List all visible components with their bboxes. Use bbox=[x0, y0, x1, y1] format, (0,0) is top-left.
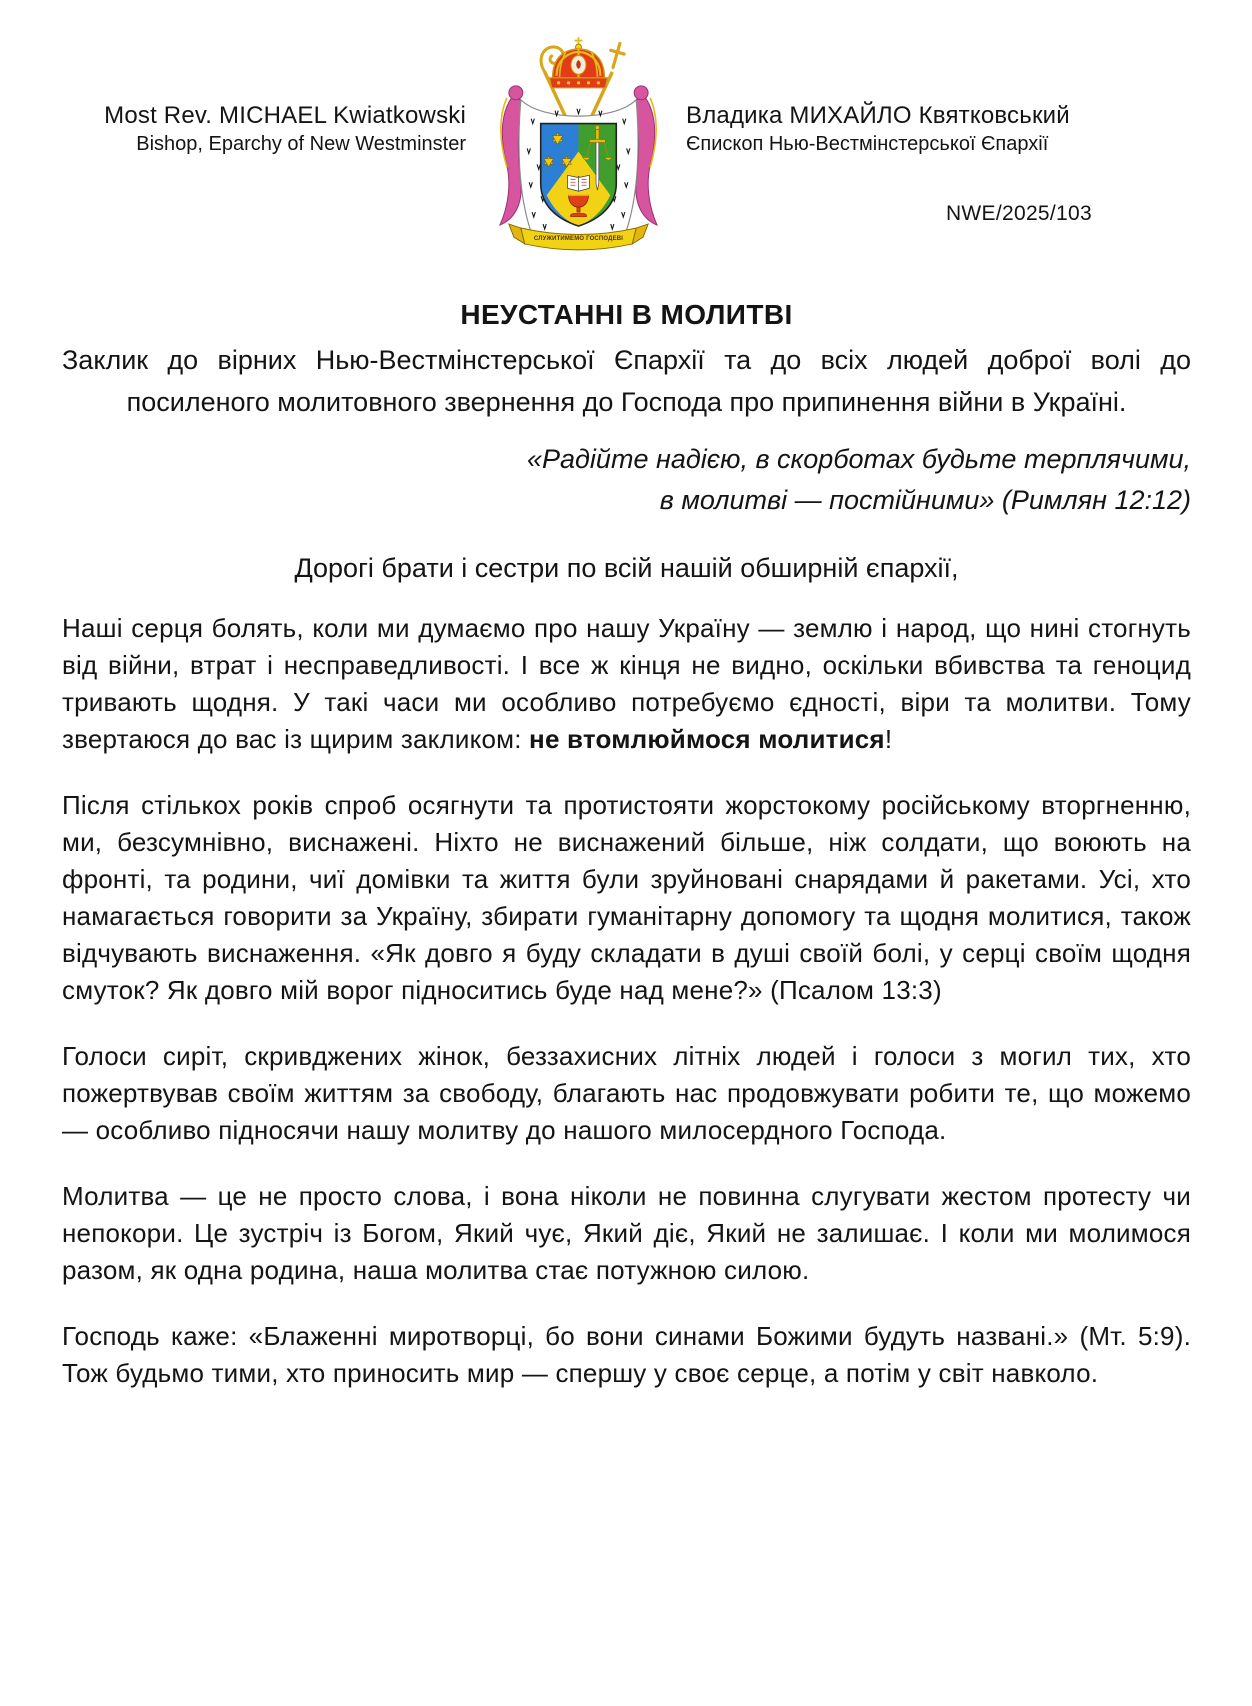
letterhead-right bbox=[686, 100, 1166, 157]
paragraph-5: Господь каже: «Блаженні миротворці, бо вони синами Божими будуть названі.» (Мт. 5:9). Тож будьмо тими, хто приносить мир — спершу у своє серце, а потім у світ навколо. bbox=[62, 1321, 1191, 1388]
shield bbox=[541, 124, 617, 226]
bishop-title-en: Bishop, Eparchy of New Westminster bbox=[136, 133, 466, 156]
motto-text: СЛУЖИТИМЕМО ГОСПОДЕВІ bbox=[533, 235, 624, 242]
paragraph-3: Голоси сиріт, скривджених жінок, беззахисних літніх людей і голоси з могил тих, хто пожертвував своїм життям за свободу, благають нас продовжувати робити те, що можемо — особливо підносячи нашу молитву до нашого милосердного Господа. bbox=[62, 1041, 1191, 1145]
document-title: НЕУСТАННІ В МОЛИТВІ bbox=[460, 299, 793, 330]
book-icon bbox=[568, 175, 590, 191]
coat-of-arms bbox=[487, 34, 671, 252]
paragraph-1 bbox=[62, 610, 1191, 758]
letterhead-left bbox=[0, 100, 466, 157]
paragraph-4: Молитва — це не просто слова, і вона ніколи не повинна слугувати жестом протесту чи непокори. Це зустріч із Богом, Який чує, Який діє, Який не залишає. І коли ми молимося разом, як одна родина, наша молитва стає потужною силою. bbox=[62, 1181, 1191, 1285]
coat-of-arms-graphic bbox=[487, 34, 671, 252]
salutation: Дорогі брати і сестри по всій нашій обширній єпархії, bbox=[294, 553, 959, 583]
reference-number: NWE/2025/103 bbox=[945, 202, 1092, 225]
crown-icon bbox=[550, 37, 608, 88]
bishop-name-uk: Владика МИХАЙЛО Квятковський bbox=[686, 102, 1070, 129]
scripture-quote bbox=[62, 439, 1191, 521]
bishop-name-en: Most Rev. MICHAEL Kwiatkowski bbox=[104, 102, 466, 129]
paragraph-1-end: ! bbox=[884, 724, 893, 754]
scripture-quote-line1: «Радійте надією, в скорботах будьте терплячими, bbox=[526, 444, 1191, 474]
bishop-title-uk: Єпископ Нью-Вестмінстерської Єпархії bbox=[686, 133, 1049, 156]
paragraph-1-bold-call: не втомлюймося молитися bbox=[529, 724, 885, 754]
paragraph-2: Після стількох років спроб осягнути та протистояти жорстокому російському вторгненню, ми, безсумнівно, виснажені. Ніхто не виснажений більше, ніж солдати, що воюють на фронті, та родини, чиї домівки та життя були зруйновані снарядами й ракетами. Усі, хто намагається говорити за Україну, збирати гуманітарну допомогу та щодня молитися, також відчувають виснаження. «Як довго я буду складати в душі своїй болі, у серці своїм щодня смуток? Як довго мій ворог підноситись буде над мене?» (Псалом 13:3) bbox=[62, 790, 1191, 1005]
document-subtitle: Заклик до вірних Нью-Вестмінстерської Єпархії та до всіх людей доброї волі до посиленого молитовного звернення до Господа про припинення війни в Україні. bbox=[62, 345, 1191, 417]
paragraph-1-text: Наші серця болять, коли ми думаємо про нашу Україну — землю і народ, що нині стогнуть від війни, втрат і несправедливості. І все ж кінця не видно, оскільки вбивства та геноцид тривають щодня. У такі часи ми особливо потребуємо єдності, віри та молитви. Тому звертаюся до вас із щирим закликом: bbox=[62, 613, 1191, 754]
scripture-quote-line2: в молитві — постійними» (Римлян 12:12) bbox=[659, 485, 1191, 515]
letter-body bbox=[62, 299, 1191, 1421]
